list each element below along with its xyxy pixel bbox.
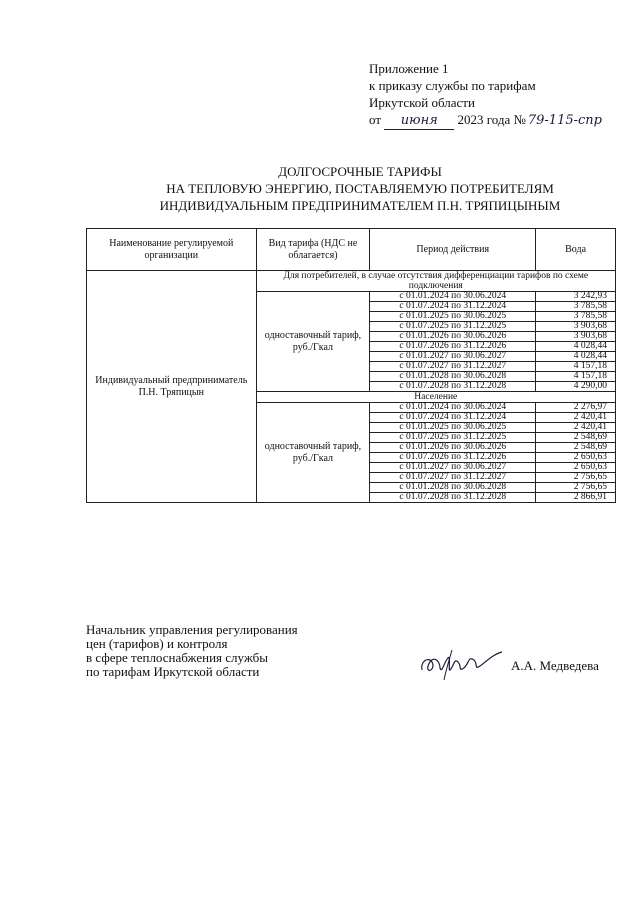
- period-cell: с 01.01.2024 по 30.06.2024: [370, 403, 536, 413]
- position-line-2: цен (тарифов) и контроля: [86, 636, 228, 651]
- signatory-name: А.А. Медведева: [511, 658, 599, 673]
- title-line-1: ДОЛГОСРОЧНЫЕ ТАРИФЫ: [278, 164, 442, 179]
- period-cell: с 01.07.2027 по 31.12.2027: [370, 473, 536, 483]
- water-tariff-value: 4 157,18: [536, 362, 616, 372]
- handwritten-signature: [418, 640, 504, 684]
- period-cell: с 01.07.2025 по 31.12.2025: [370, 433, 536, 443]
- group-header-row: [87, 271, 616, 292]
- water-tariff-value: 3 903,68: [536, 332, 616, 342]
- period-cell: с 01.01.2028 по 30.06.2028: [370, 483, 536, 493]
- water-tariff-value: 2 756,65: [536, 473, 616, 483]
- header-period: Период действия: [370, 229, 536, 271]
- consumer-group-title: Население: [256, 392, 615, 403]
- period-cell: с 01.01.2025 по 30.06.2025: [370, 423, 536, 433]
- table-header-row: [87, 229, 616, 271]
- period-cell: с 01.01.2024 по 30.06.2024: [370, 292, 536, 302]
- tariff-type-cell: одноставочный тариф, руб./Гкал: [256, 403, 370, 503]
- water-tariff-value: 3 785,58: [536, 312, 616, 322]
- position-line-1: Начальник управления регулирования: [86, 622, 298, 637]
- water-tariff-value: 3 903,68: [536, 322, 616, 332]
- annex-order-ref: к приказу службы по тарифам: [369, 78, 536, 93]
- handwritten-date: июня: [384, 112, 454, 130]
- annex-from-label: от: [369, 112, 382, 127]
- annex-date-line: [369, 111, 629, 130]
- water-tariff-value: 2 548,69: [536, 443, 616, 453]
- annex-title: Приложение 1: [369, 61, 449, 76]
- position-line-4: по тарифам Иркутской области: [86, 664, 260, 679]
- period-cell: с 01.01.2028 по 30.06.2028: [370, 372, 536, 382]
- period-cell: с 01.07.2027 по 31.12.2027: [370, 362, 536, 372]
- period-cell: с 01.01.2027 по 30.06.2027: [370, 352, 536, 362]
- water-tariff-value: 2 866,91: [536, 493, 616, 503]
- annex-region: Иркутской области: [369, 95, 475, 110]
- position-line-3: в сфере теплоснабжения службы: [86, 650, 269, 665]
- water-tariff-value: 2 420,41: [536, 413, 616, 423]
- header-water: Вода: [536, 229, 616, 271]
- period-cell: с 01.07.2025 по 31.12.2025: [370, 322, 536, 332]
- period-cell: с 01.01.2026 по 30.06.2026: [370, 443, 536, 453]
- water-tariff-value: 2 420,41: [536, 423, 616, 433]
- water-tariff-value: 2 756,65: [536, 483, 616, 493]
- period-cell: с 01.07.2026 по 31.12.2026: [370, 342, 536, 352]
- water-tariff-value: 3 785,58: [536, 302, 616, 312]
- period-cell: с 01.01.2027 по 30.06.2027: [370, 463, 536, 473]
- signatory-position: [86, 623, 386, 679]
- period-cell: с 01.01.2026 по 30.06.2026: [370, 332, 536, 342]
- period-cell: с 01.07.2024 по 31.12.2024: [370, 302, 536, 312]
- period-cell: с 01.07.2024 по 31.12.2024: [370, 413, 536, 423]
- tariff-type-cell: одноставочный тариф, руб./Гкал: [256, 292, 370, 392]
- document-title: [110, 163, 610, 214]
- water-tariff-value: 4 028,44: [536, 352, 616, 362]
- title-line-2: НА ТЕПЛОВУЮ ЭНЕРГИЮ, ПОСТАВЛЯЕМУЮ ПОТРЕБИТЕЛЯМ: [166, 181, 554, 196]
- annex-header: [369, 60, 629, 130]
- header-tariff-type: Вид тарифа (НДС не облагается): [256, 229, 370, 271]
- water-tariff-value: 2 548,69: [536, 433, 616, 443]
- header-org: Наименование регулируемой организации: [87, 229, 257, 271]
- water-tariff-value: 4 157,18: [536, 372, 616, 382]
- water-tariff-value: 2 650,63: [536, 453, 616, 463]
- period-cell: с 01.07.2026 по 31.12.2026: [370, 453, 536, 463]
- table-body: [87, 271, 616, 503]
- organization-name: Индивидуальный предприниматель П.Н. Тряпицын: [87, 271, 257, 503]
- annex-year-text: 2023 года №: [457, 112, 526, 127]
- water-tariff-value: 2 650,63: [536, 463, 616, 473]
- period-cell: с 01.07.2028 по 31.12.2028: [370, 382, 536, 392]
- water-tariff-value: 3 242,93: [536, 292, 616, 302]
- title-line-3: ИНДИВИДУАЛЬНЫМ ПРЕДПРИНИМАТЕЛЕМ П.Н. ТРЯПИЦЫНЫМ: [159, 198, 561, 213]
- water-tariff-value: 2 276,97: [536, 403, 616, 413]
- water-tariff-value: 4 028,44: [536, 342, 616, 352]
- period-cell: с 01.07.2028 по 31.12.2028: [370, 493, 536, 503]
- water-tariff-value: 4 290,00: [536, 382, 616, 392]
- tariff-table: [86, 228, 616, 503]
- handwritten-order-number: 79-115-спр: [527, 113, 602, 128]
- consumer-group-title: Для потребителей, в случае отсутствия дифференциации тарифов по схеме подключения: [256, 271, 615, 292]
- period-cell: с 01.01.2025 по 30.06.2025: [370, 312, 536, 322]
